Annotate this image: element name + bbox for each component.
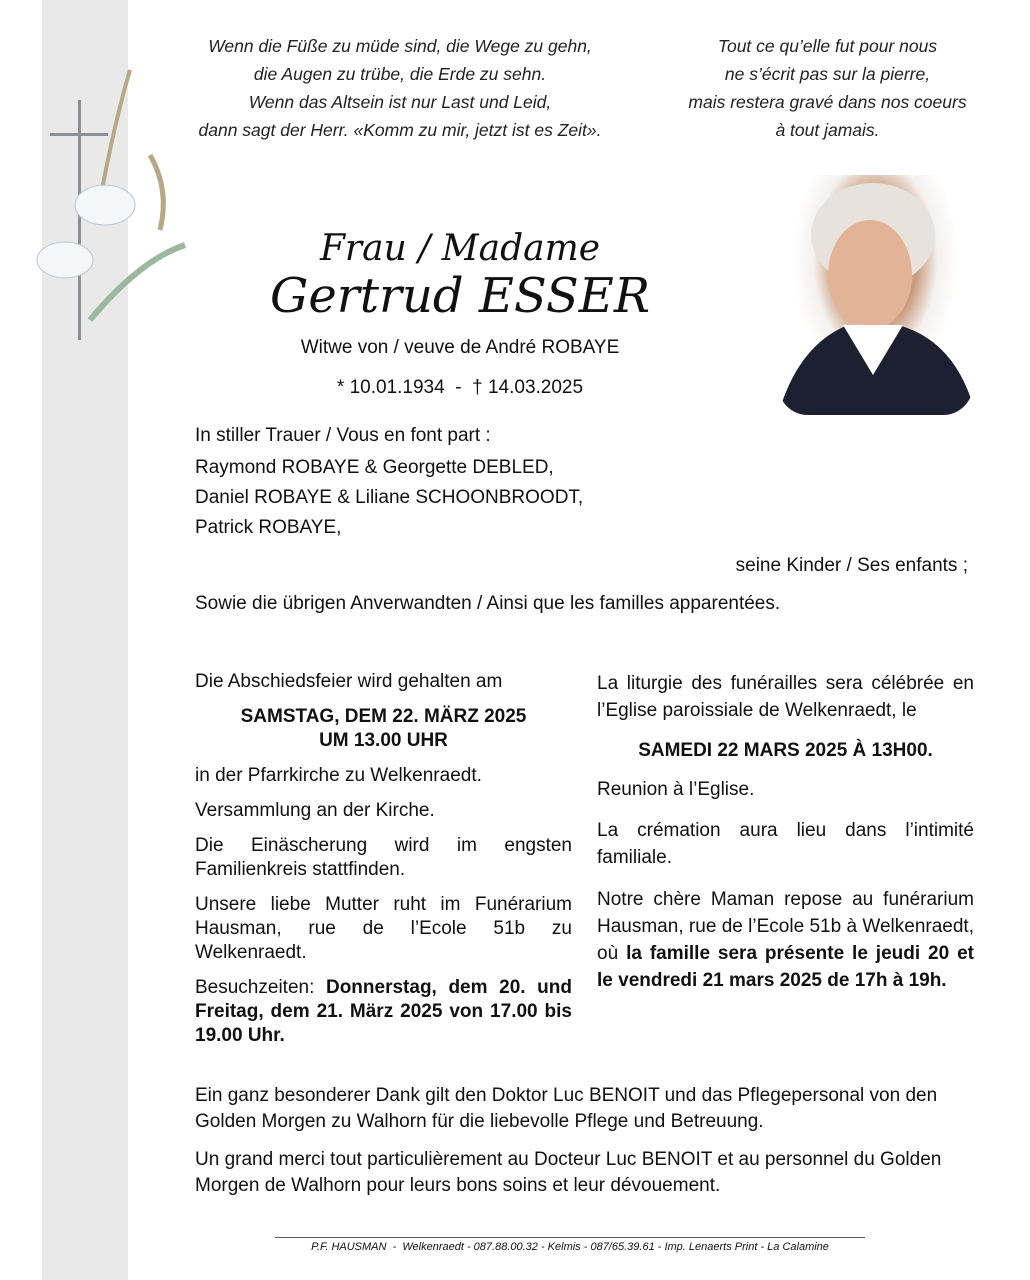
visiting-times: Donnerstag, dem 20. und Freitag, dem 21. März 2025 von 17.00 bis 19.00 Uhr. [195, 977, 572, 1046]
thanks-german: Ein ganz besonderer Dank gilt den Doktor Luc BENOIT und das Pflegepersonal von den Golden Morgen zu Walhorn für die liebevolle Pflege und Betreuung. [195, 1085, 938, 1132]
poem-line: Wenn die Füße zu müde sind, die Wege zu gehn, [208, 36, 592, 56]
footer-credits: P.F. HAUSMAN - Welkenraedt - 087.88.00.32 - Kelmis - 087/65.39.61 - Imp. Lenaerts Print - La Calamine [311, 1241, 829, 1253]
church: in der Pfarrkirche zu Welkenraedt. [195, 765, 482, 786]
footer-divider [275, 1237, 865, 1238]
mourner: Patrick ROBAYE, [195, 517, 342, 538]
mourners-intro: In stiller Trauer / Vous en font part : [195, 425, 491, 446]
life-dates: * 10.01.1934 - † 14.03.2025 [336, 377, 584, 398]
gathering-fr: Reunion à l’Eglise. [597, 779, 755, 800]
poem-line: dann sagt der Herr. «Komm zu mir, jetzt ist es Zeit». [198, 120, 602, 140]
poem-line: ne s’écrit pas sur la pierre, [724, 64, 931, 84]
portrait-photo [778, 175, 973, 415]
salutation: Frau / Madame [319, 228, 601, 269]
liturgy-intro: La liturgie des funérailles sera célébrée en l’Eglise paroissiale de Welkenraedt, le [597, 673, 974, 721]
poem-line: mais restera gravé dans nos coeurs [688, 92, 967, 112]
funeral-home: Unsere liebe Mutter ruht im Funérarium Hausman, rue de l’Ecole 51b zu Welkenraedt. [195, 894, 572, 963]
children-label: seine Kinder / Ses enfants ; [735, 555, 968, 576]
gathering: Versammlung an der Kirche. [195, 800, 435, 821]
mourner: Raymond ROBAYE & Georgette DEBLED, [195, 457, 554, 478]
funeral-home-fr [597, 886, 974, 994]
deceased-name: Gertrud ESSER [270, 268, 650, 324]
liturgy-date: SAMEDI 22 MARS 2025 À 13H00. [638, 740, 933, 761]
ceremony-intro: Die Abschiedsfeier wird gehalten am [195, 671, 503, 692]
ceremony-time: UM 13.00 UHR [319, 730, 448, 751]
visiting-times-fr: la famille sera présente le jeudi 20 et le vendredi 21 mars 2025 de 17h à 19h. [597, 943, 974, 991]
cremation-fr: La crémation aura lieu dans l’intimité familiale. [597, 820, 974, 868]
poem-line: Wenn das Altsein ist nur Last und Leid, [248, 92, 552, 112]
poem-french [660, 32, 995, 144]
visiting-hours [195, 976, 572, 1048]
poem-german [160, 32, 640, 144]
cremation: Die Einäscherung wird im engsten Familienkreis stattfinden. [195, 835, 572, 880]
visiting-label: Besuchzeiten: [195, 977, 326, 998]
german-column [195, 670, 572, 1059]
thanks-french: Un grand merci tout particulièrement au Docteur Luc BENOIT et au personnel du Golden Morgen de Walhorn pour leurs bons soins et leur dévouement. [195, 1149, 942, 1196]
funeral-home-text: Notre chère Maman repose au funérarium Hausman, rue de l’Ecole 51b à Welkenraedt, où [597, 889, 974, 964]
mourner: Daniel ROBAYE & Liliane SCHOONBROODT, [195, 487, 584, 508]
poem-line: die Augen zu trübe, die Erde zu sehn. [253, 64, 547, 84]
poem-line: à tout jamais. [775, 120, 880, 140]
relatives-line: Sowie die übrigen Anverwandten / Ainsi que les familles apparentées. [195, 593, 781, 614]
widow-line: Witwe von / veuve de André ROBAYE [300, 337, 620, 358]
french-column [597, 670, 974, 1005]
ceremony-date: SAMSTAG, DEM 22. MÄRZ 2025 [240, 706, 527, 727]
portrait-illustration [778, 175, 973, 415]
poem-line: Tout ce qu’elle fut pour nous [717, 36, 938, 56]
